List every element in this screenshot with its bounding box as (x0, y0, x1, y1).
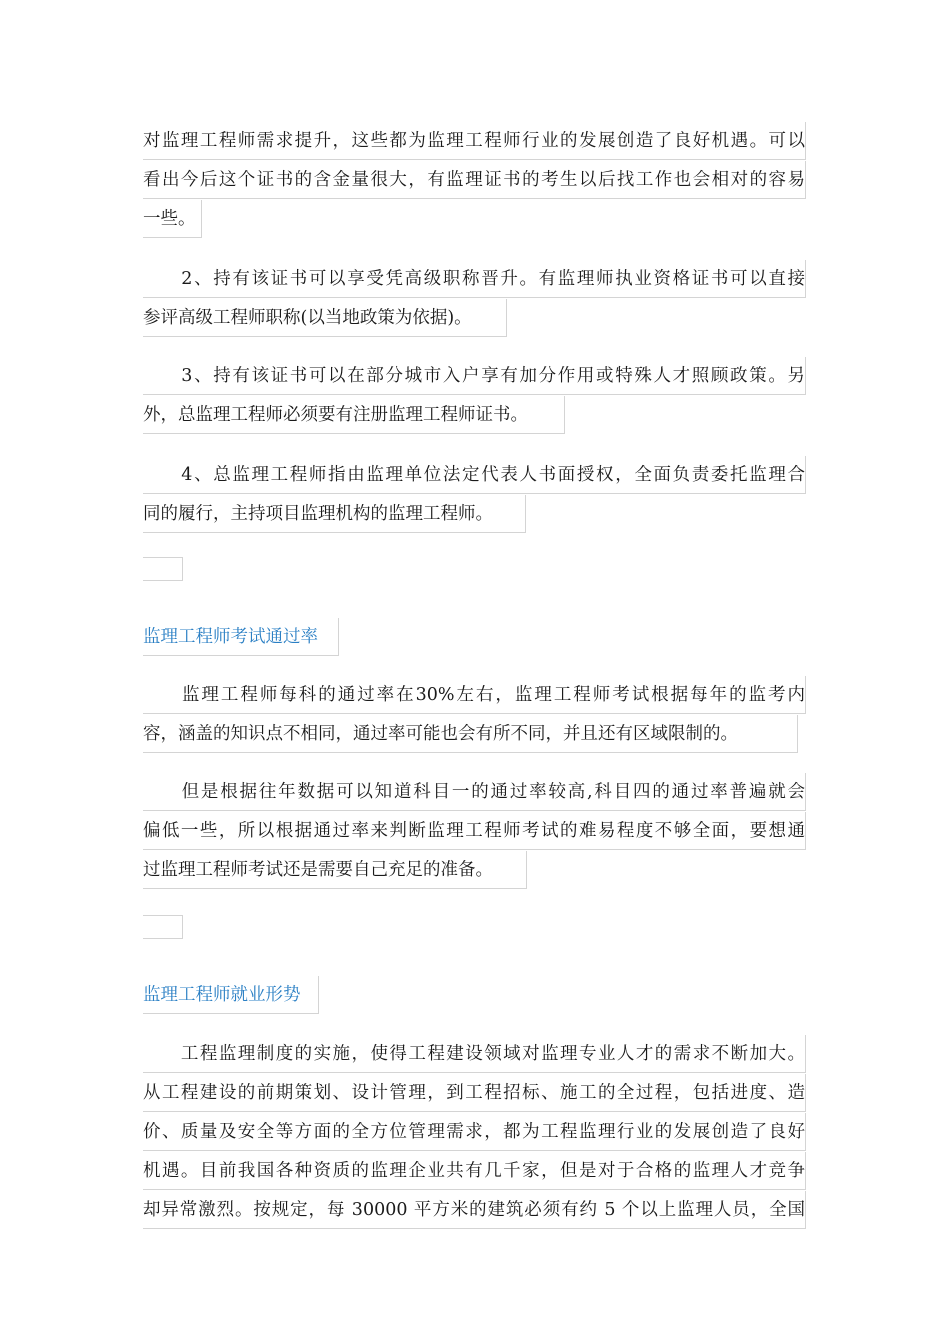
empty-line-box (143, 557, 183, 581)
text-line: 工程监理制度的实施，使得工程建设领域对监理专业人才的需求不断加大。 (143, 1035, 806, 1073)
text-line: 同的履行，主持项目监理机构的监理工程师。 (143, 495, 526, 533)
text-line: 监理工程师每科的通过率在30%左右，监理工程师考试根据每年的监考内 (143, 676, 806, 714)
empty-line-box (143, 915, 183, 939)
text-line: 参评高级工程师职称(以当地政策为依据)。 (143, 299, 507, 337)
text-line: 看出今后这个证书的含金量很大，有监理证书的考生以后找工作也会相对的容易 (143, 161, 806, 199)
section-heading: 监理工程师就业形势 (143, 976, 319, 1014)
text-line: 2、持有该证书可以享受凭高级职称晋升。有监理师执业资格证书可以直接 (143, 260, 806, 298)
section-heading: 监理工程师考试通过率 (143, 618, 339, 656)
text-line: 3、持有该证书可以在部分城市入户享有加分作用或特殊人才照顾政策。另 (143, 357, 806, 395)
text-line: 偏低一些，所以根据通过率来判断监理工程师考试的难易程度不够全面，要想通 (143, 812, 806, 850)
text-line: 外，总监理工程师必须要有注册监理工程师证书。 (143, 396, 565, 434)
text-line: 但是根据往年数据可以知道科目一的通过率较高,科目四的通过率普遍就会 (143, 773, 806, 811)
text-line: 容，涵盖的知识点不相同，通过率可能也会有所不同，并且还有区域限制的。 (143, 715, 798, 753)
text-line: 却异常激烈。按规定，每 30000 平方米的建筑必须有约 5 个以上监理人员，全国 (143, 1191, 806, 1229)
text-line: 一些。 (143, 200, 202, 238)
text-line: 从工程建设的前期策划、设计管理，到工程招标、施工的全过程，包括进度、造 (143, 1074, 806, 1112)
text-line: 对监理工程师需求提升，这些都为监理工程师行业的发展创造了良好机遇。可以 (143, 122, 806, 160)
text-line: 4、总监理工程师指由监理单位法定代表人书面授权，全面负责委托监理合 (143, 456, 806, 494)
text-line: 机遇。目前我国各种资质的监理企业共有几千家，但是对于合格的监理人才竞争 (143, 1152, 806, 1190)
text-line: 过监理工程师考试还是需要自己充足的准备。 (143, 851, 527, 889)
text-line: 价、质量及安全等方面的全方位管理需求，都为工程监理行业的发展创造了良好 (143, 1113, 806, 1151)
